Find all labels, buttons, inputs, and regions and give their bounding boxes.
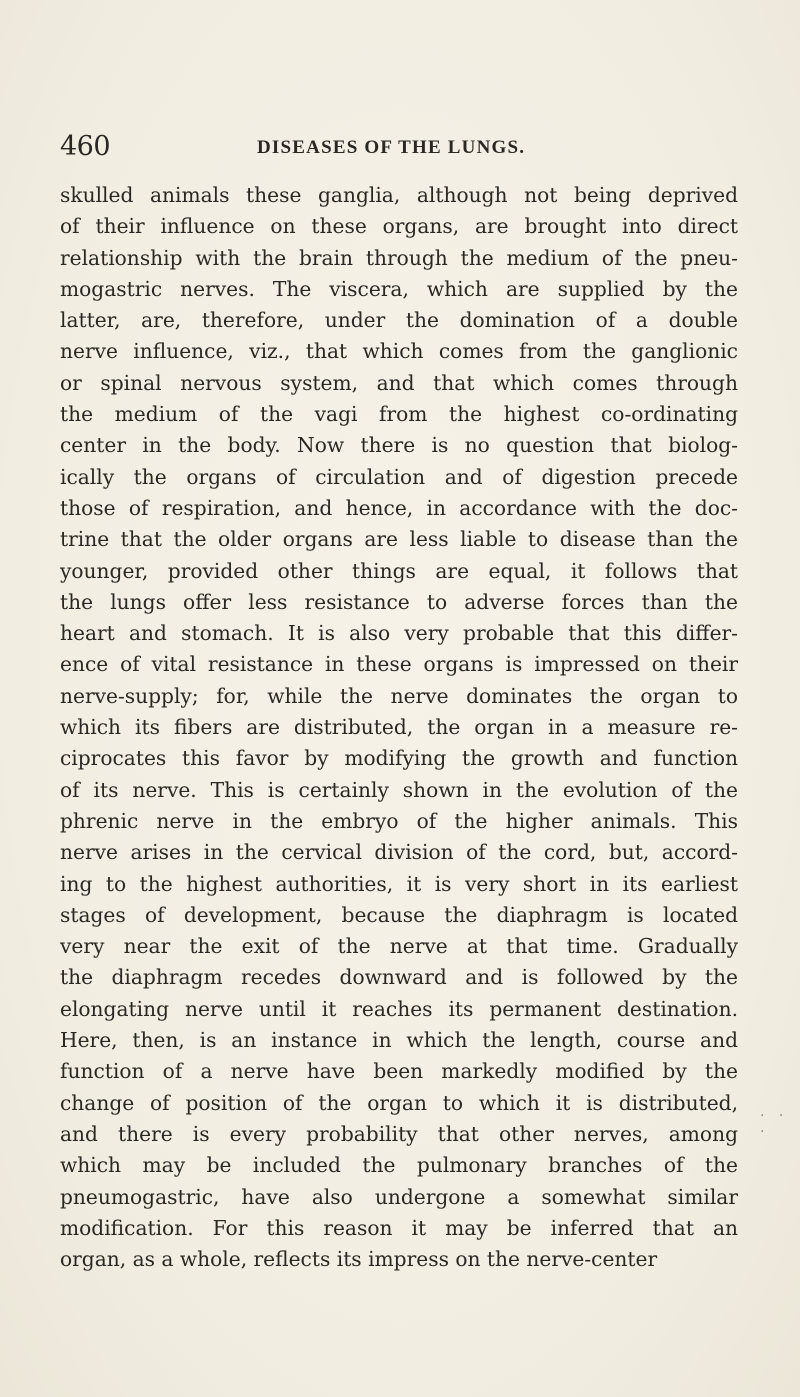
text-line: which may be included the pulmonary branches of the [60, 1153, 738, 1178]
page-number: 460 [60, 131, 111, 162]
text-line: ence of vital resistance in these organs is impressed on their [60, 652, 738, 677]
text-line: of their influence on these organs, are brought into direct [60, 214, 738, 239]
text-line: relationship with the brain through the medium of the pneu- [60, 245, 738, 270]
text-line: pneumogastric, have also undergone a somewhat similar [60, 1184, 738, 1209]
text-line: nerve-supply; for, while the nerve dominates the organ to [60, 683, 738, 708]
text-line: Here, then, is an instance in which the length, course and [60, 1028, 738, 1053]
text-line: latter, are, therefore, under the domination of a double [60, 308, 738, 333]
text-line: the diaphragm recedes downward and is followed by the [60, 965, 738, 990]
text-line: ically the organs of circulation and of digestion precede [60, 464, 738, 489]
text-line: or spinal nervous system, and that which comes through [60, 370, 738, 395]
text-line: function of a nerve have been markedly modified by the [60, 1059, 738, 1084]
text-line: modification. For this reason it may be inferred that an [60, 1215, 738, 1240]
text-line: trine that the older organs are less liable to disease than the [60, 527, 738, 552]
text-line: which its fibers are distributed, the organ in a measure re- [60, 715, 738, 740]
text-line: younger, provided other things are equal, it follows that [60, 558, 738, 583]
running-title: DISEASES OF THE LUNGS. [257, 137, 526, 158]
text-line: stages of development, because the diaphragm is located [60, 902, 738, 927]
body-paragraph [60, 180, 738, 1275]
margin-mark: . . . [760, 1104, 789, 1136]
text-line: very near the exit of the nerve at that time. Gradually [60, 934, 738, 959]
text-line: organ, as a whole, reflects its impress on the nerve-center [60, 1247, 658, 1272]
running-head [60, 131, 740, 167]
text-line: phrenic nerve in the embryo of the higher animals. This [60, 808, 738, 833]
text-line: and there is every probability that other nerves, among [60, 1121, 738, 1146]
text-line: skulled animals these ganglia, although not being deprived [60, 183, 738, 207]
text-line: nerve influence, viz., that which comes from the ganglionic [60, 339, 738, 364]
text-line: mogastric nerves. The viscera, which are supplied by the [60, 276, 738, 301]
text-line: elongating nerve until it reaches its permanent destination. [60, 996, 738, 1021]
text-line: ing to the highest authorities, it is very short in its earliest [60, 871, 738, 896]
text-line: center in the body. Now there is no question that biolog- [60, 433, 738, 458]
text-line: the lungs offer less resistance to adverse forces than the [60, 589, 738, 614]
text-line: heart and stomach. It is also very probable that this differ- [60, 621, 738, 646]
text-line: ciprocates this favor by modifying the growth and function [60, 746, 738, 771]
text-line: change of position of the organ to which it is distributed, [60, 1090, 738, 1115]
text-line: of its nerve. This is certainly shown in the evolution of the [60, 777, 738, 802]
text-line: those of respiration, and hence, in accordance with the doc- [60, 495, 738, 520]
text-line: nerve arises in the cervical division of the cord, but, accord- [60, 840, 738, 865]
text-line: the medium of the vagi from the highest co-ordinating [60, 402, 738, 427]
